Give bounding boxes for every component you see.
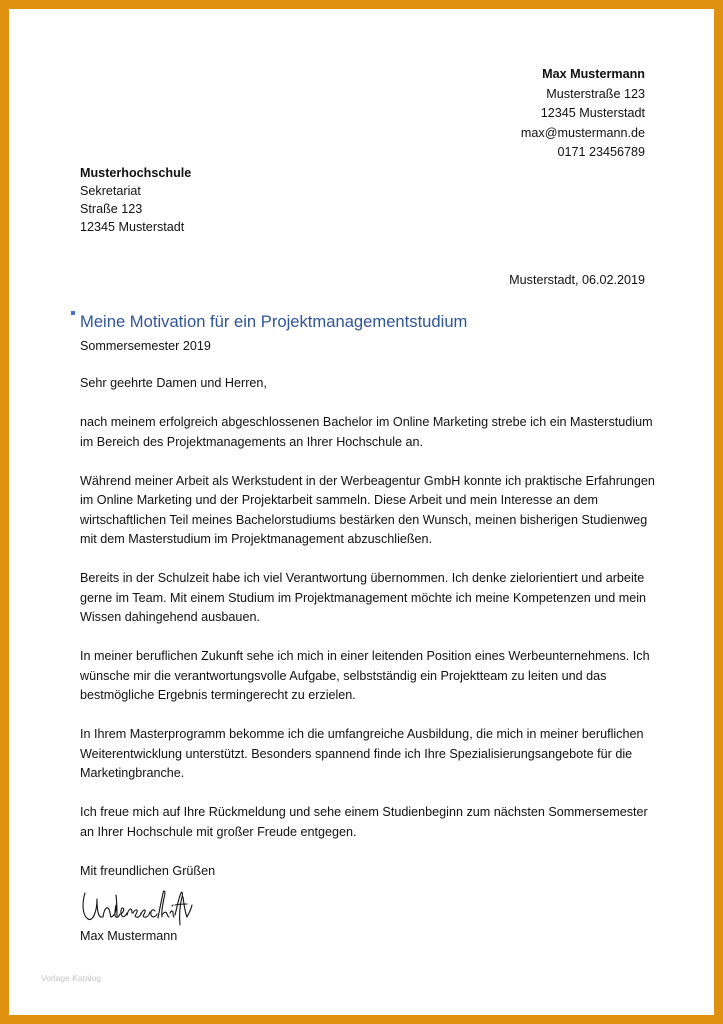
- paragraph-2: Während meiner Arbeit als Werkstudent in der Werbeagentur GmbH konnte ich praktische Erfahrungen im Online Marketing und der Projektarbeit sammeln. Diese Arbeit und mein Interesse an dem wirtschaftlichen Teil meines Bachelorstudiums bestärken den Wunsch, meinen bisherigen Studienweg mit dem Masterstudium im Projektmanagement abzuschließen.: [80, 473, 655, 546]
- handwritten-signature: [79, 885, 194, 927]
- sender-email: max@mustermann.de: [520, 125, 645, 140]
- recipient-city: 12345 Musterstadt: [80, 220, 185, 234]
- recipient-address-block: [80, 164, 191, 236]
- paragraph-1: nach meinem erfolgreich abgeschlossenen Bachelor im Online Marketing strebe ich ein Masterstudium im Bereich des Projektmanagements an Ihrer Hochschule an.: [80, 415, 653, 449]
- recipient-street: Straße 123: [80, 202, 143, 216]
- closing: Mit freundlichen Grüßen: [80, 863, 216, 878]
- paragraph-3: Bereits in der Schulzeit habe ich viel Verantwortung übernommen. Ich denke zielorientiert und arbeite gerne im Team. Mit einem Studium im Projektmanagement möchte ich meine Kompetenzen und mein Wissen dahingehend ausbauen.: [80, 571, 647, 624]
- semester-line: Sommersemester 2019: [80, 339, 211, 353]
- heading-marker-icon: [71, 311, 75, 315]
- watermark: Vorlage Katalog: [41, 973, 102, 983]
- salutation: Sehr geehrte Damen und Herren,: [80, 376, 267, 390]
- letter-subject: Meine Motivation für ein Projektmanagementstudium: [80, 312, 468, 331]
- letter-page: [9, 9, 714, 1015]
- paragraph-4: In meiner beruflichen Zukunft sehe ich mich in einer leitenden Position eines Werbeunternehmens. Ich wünsche mir die verantwortungsvolle Aufgabe, selbstständig ein Projektteam zu leiten und das bestmögliche Ergebnis termingerecht zu erzielen.: [80, 649, 650, 702]
- letter-date: Musterstadt, 06.02.2019: [509, 273, 645, 287]
- signer-name: Max Mustermann: [80, 929, 178, 943]
- sender-address-block: [389, 65, 645, 163]
- letter-body: [80, 374, 655, 947]
- paragraph-5: In Ihrem Masterprogramm bekomme ich die umfangreiche Ausbildung, die mich in meiner beruflichen Weiterentwicklung unterstützt. Besonders spannend finde ich Ihre Spezialisierungsangebote für die Marketingbranche.: [80, 727, 644, 780]
- recipient-name: Musterhochschule: [80, 166, 192, 180]
- sender-street: Musterstraße 123: [546, 86, 645, 101]
- sender-city: 12345 Musterstadt: [540, 106, 645, 120]
- recipient-department: Sekretariat: [80, 184, 141, 198]
- paragraph-6: Ich freue mich auf Ihre Rückmeldung und sehe einem Studienbeginn zum nächsten Sommersemester an Ihrer Hochschule mit großer Freude entgegen.: [80, 805, 648, 839]
- sender-name: Max Mustermann: [542, 67, 645, 81]
- sender-phone: 0171 23456789: [557, 145, 645, 159]
